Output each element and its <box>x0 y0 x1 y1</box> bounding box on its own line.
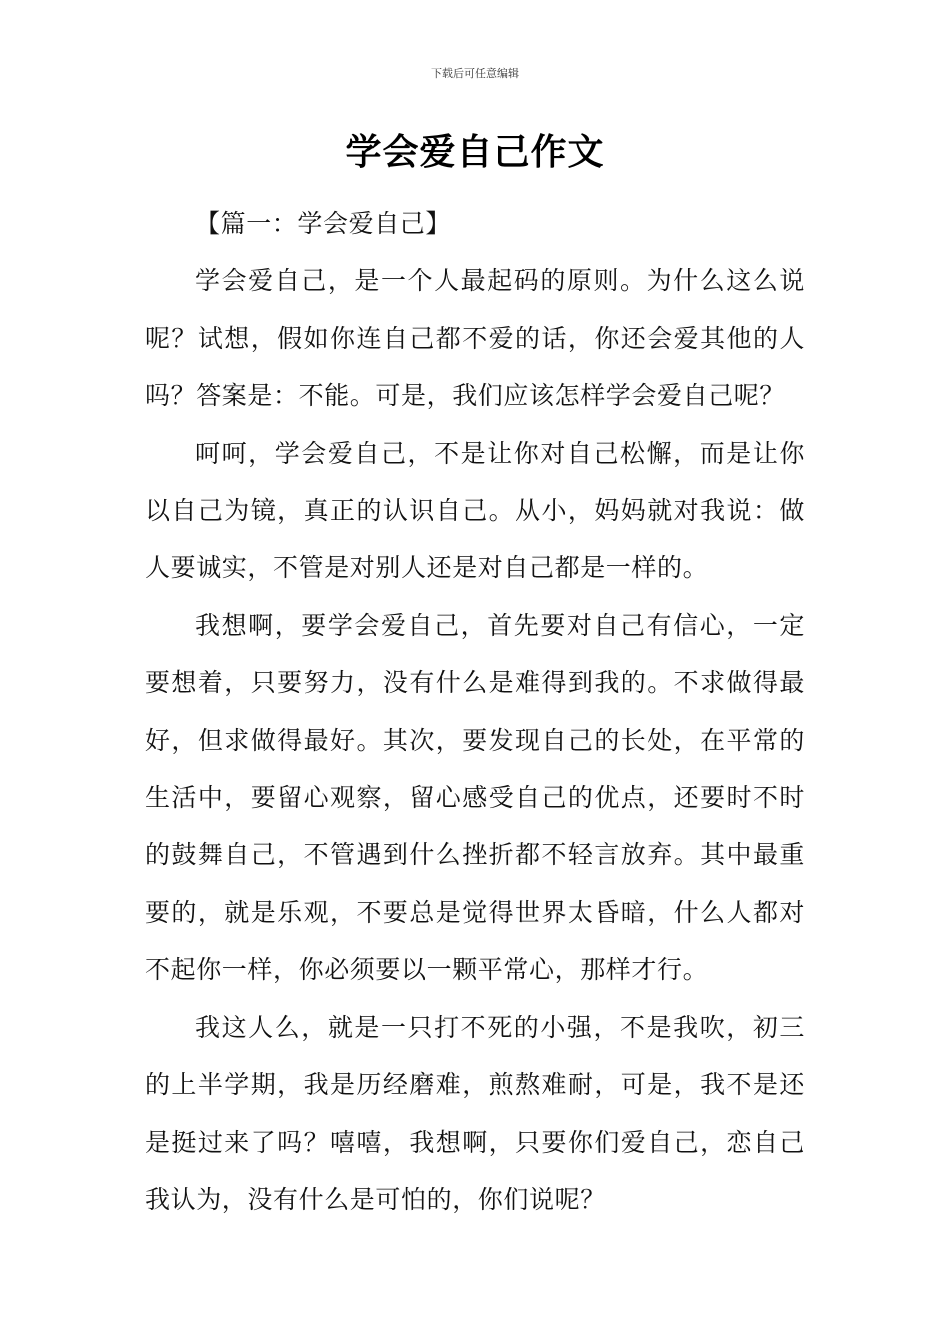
document-title: 学会爱自己作文 <box>345 132 605 173</box>
header-note: 下载后可任意编辑 <box>431 67 519 80</box>
paragraph-1: 学会爱自己，是一个人最起码的原则。为什么这么说呢？试想，假如你连自己都不爱的话，你还会爱其他的人吗？答案是：不能。可是，我们应该怎样学会爱自己呢？ <box>145 266 805 411</box>
section-heading: 【篇一：学会爱自己】 <box>195 209 452 238</box>
paragraph-3: 我想啊，要学会爱自己，首先要对自己有信心，一定要想着，只要努力，没有什么是难得到我的。不求做得最好，但求做得最好。其次，要发现自己的长处，在平常的生活中，要留心观察，留心感受自己的优点，还要时不时的鼓舞自己，不管遇到什么挫折都不轻言放弃。其中最重要的，就是乐观，不要总是觉得世界太昏暗，什么人都对不起你一样，你必须要以一颗平常心，那样才行。 <box>145 610 805 985</box>
paragraph-4: 我这人么，就是一只打不死的小强，不是我吹，初三的上半学期，我是历经磨难，煎熬难耐，可是，我不是还是挺过来了吗？嘻嘻，我想啊，只要你们爱自己，恋自己我认为，没有什么是可怕的，你们说呢？ <box>145 1012 805 1214</box>
document-body <box>145 195 805 1228</box>
paragraph-2: 呵呵，学会爱自己，不是让你对自己松懈，而是让你以自己为镜，真正的认识自己。从小，妈妈就对我说：做人要诚实，不管是对别人还是对自己都是一样的。 <box>145 438 805 583</box>
